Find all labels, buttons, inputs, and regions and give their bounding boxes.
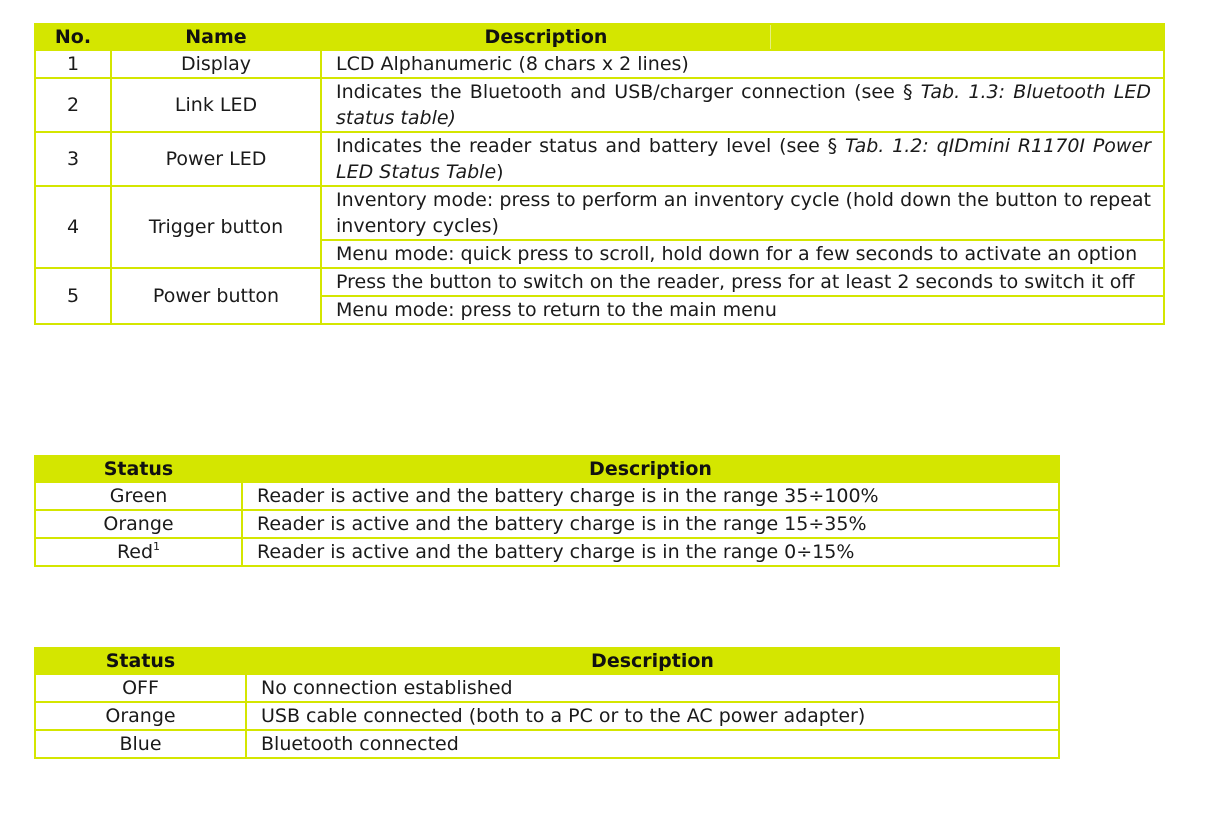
row-description: No connection established [246,674,1059,702]
table-reference: Tab. 1.2: qIDmini R1170I Power LED Status Table [336,135,1151,183]
row-status: Blue [35,730,246,758]
row-description: Reader is active and the battery charge is in the range 0÷15% [242,538,1059,566]
table-row [35,538,1059,566]
link-led-status-table [34,647,1060,759]
header-status: Status [35,456,242,482]
row-description [321,78,1164,132]
header-description-label: Description [484,26,608,48]
footnote-marker: 1 [153,540,161,553]
row-status: OFF [35,674,246,702]
table-row [35,674,1059,702]
header-description: Description [242,456,1059,482]
row-no: 2 [35,78,111,132]
row-name: Link LED [111,78,321,132]
row-status: Orange [35,510,242,538]
power-led-status-table [34,455,1060,567]
table-row [35,510,1059,538]
description-text: ) [496,161,504,183]
row-description: Reader is active and the battery charge is in the range 15÷35% [242,510,1059,538]
table-header-row [35,648,1059,674]
row-name: Power button [111,268,321,324]
row-description: USB cable connected (both to a PC or to the AC power adapter) [246,702,1059,730]
controls-table [34,23,1165,325]
row-description [321,132,1164,186]
row-no: 1 [35,50,111,78]
row-name: Power LED [111,132,321,186]
row-status [35,538,242,566]
table-header-row [35,24,1164,50]
row-description: Inventory mode: press to perform an inventory cycle (hold down the button to repeat inventory cycles) [321,186,1164,240]
row-no: 3 [35,132,111,186]
row-description: LCD Alphanumeric (8 chars x 2 lines) [321,50,1164,78]
description-text: Indicates the reader status and battery level (see § [336,135,845,157]
description-text: Indicates the Bluetooth and USB/charger connection (see § [336,81,921,103]
header-name: Name [111,24,321,50]
header-description: Description [246,648,1059,674]
row-description: Menu mode: quick press to scroll, hold down for a few seconds to activate an option [321,240,1164,268]
table-row [35,730,1059,758]
table-row [35,78,1164,132]
table-row [35,702,1059,730]
row-description: Press the button to switch on the reader, press for at least 2 seconds to switch it off [321,268,1164,296]
table-row [35,132,1164,186]
row-status: Orange [35,702,246,730]
row-name: Display [111,50,321,78]
header-status: Status [35,648,246,674]
header-description [321,24,1164,50]
row-description: Bluetooth connected [246,730,1059,758]
table-row [35,186,1164,240]
row-no: 5 [35,268,111,324]
table-reference: Tab. 1.3: Bluetooth LED status table) [336,81,1151,129]
table-row [35,482,1059,510]
row-description: Menu mode: press to return to the main menu [321,296,1164,324]
table-row [35,268,1164,296]
row-description: Reader is active and the battery charge is in the range 35÷100% [242,482,1059,510]
header-no: No. [35,24,111,50]
status-text: Red [116,541,154,563]
table-header-row [35,456,1059,482]
row-no: 4 [35,186,111,268]
row-name: Trigger button [111,186,321,268]
row-status: Green [35,482,242,510]
table-row [35,50,1164,78]
